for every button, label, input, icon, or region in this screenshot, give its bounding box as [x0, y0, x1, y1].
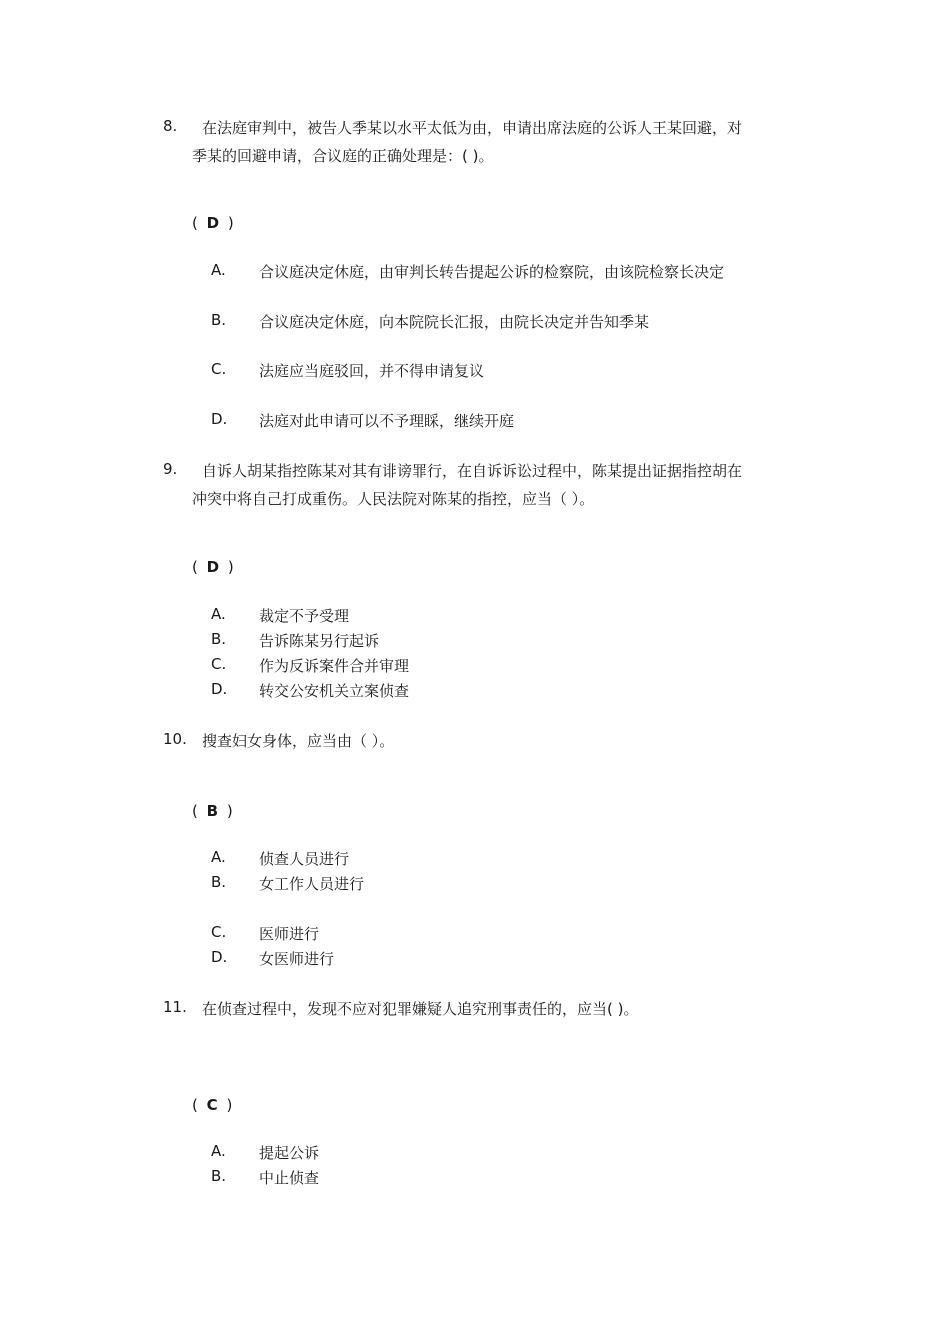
- question-9-text-line2: 冲突中将自己打成重伤。人民法院对陈某的指控，应当（ ）。: [192, 490, 595, 508]
- question-11-number: 11.: [163, 998, 187, 1016]
- question-10-text-line1: 搜查妇女身体，应当由（ ）。: [202, 732, 395, 750]
- q11-option-a-letter: A.: [211, 1142, 226, 1160]
- question-10-number: 10.: [163, 730, 187, 748]
- answer-close-paren: ): [226, 1096, 233, 1114]
- answer-close-paren: ): [226, 802, 233, 820]
- q10-option-c-letter: C.: [211, 923, 227, 941]
- q9-option-a-letter: A.: [211, 605, 226, 623]
- q8-option-c-letter: C.: [211, 360, 227, 378]
- answer-close-paren: ): [227, 558, 234, 576]
- question-8-text-line1: 在法庭审判中，被告人季某以水平太低为由，申请出席法庭的公诉人王某回避，对: [202, 119, 743, 137]
- q11-option-a-text: 提起公诉: [259, 1144, 320, 1162]
- q10-option-b-letter: B.: [211, 873, 227, 891]
- question-8-text-line2: 季某的回避申请，合议庭的正确处理是：( )。: [192, 147, 494, 165]
- question-11-answer-letter: C: [206, 1096, 218, 1114]
- question-8-number: 8.: [163, 117, 178, 135]
- q10-option-a-text: 侦查人员进行: [259, 850, 350, 868]
- question-8-answer: [192, 214, 234, 232]
- q8-option-a-text: 合议庭决定休庭，由审判长转告提起公诉的检察院，由该院检察长决定: [259, 263, 725, 281]
- q8-option-c-text: 法庭应当庭驳回，并不得申请复议: [259, 362, 485, 380]
- question-11-text-line1: 在侦查过程中，发现不应对犯罪嫌疑人追究刑事责任的，应当( )。: [202, 1000, 639, 1018]
- question-9-answer-letter: D: [206, 558, 220, 576]
- q11-option-b-letter: B.: [211, 1167, 227, 1185]
- q9-option-b-letter: B.: [211, 630, 227, 648]
- q9-option-c-letter: C.: [211, 655, 227, 673]
- answer-open-paren: (: [192, 802, 198, 820]
- question-8-answer-letter: D: [206, 214, 220, 232]
- q8-option-a-letter: A.: [211, 261, 226, 279]
- question-9-number: 9.: [163, 460, 178, 478]
- q10-option-d-letter: D.: [211, 948, 228, 966]
- question-10-answer-letter: B: [206, 802, 219, 820]
- q9-option-d-letter: D.: [211, 680, 228, 698]
- q10-option-a-letter: A.: [211, 848, 226, 866]
- answer-open-paren: (: [192, 558, 198, 576]
- answer-open-paren: (: [192, 1096, 198, 1114]
- q10-option-d-text: 女医师进行: [259, 950, 335, 968]
- question-9-answer: [192, 558, 234, 576]
- q9-option-d-text: 转交公安机关立案侦查: [259, 682, 410, 700]
- answer-open-paren: (: [192, 214, 198, 232]
- q9-option-a-text: 裁定不予受理: [259, 607, 350, 625]
- q8-option-d-text: 法庭对此申请可以不予理睬，继续开庭: [259, 412, 515, 430]
- q8-option-b-letter: B.: [211, 311, 227, 329]
- answer-close-paren: ): [227, 214, 234, 232]
- q9-option-b-text: 告诉陈某另行起诉: [259, 632, 380, 650]
- q8-option-b-text: 合议庭决定休庭，向本院院长汇报，由院长决定并告知季某: [259, 313, 650, 331]
- question-11-answer: [192, 1096, 232, 1114]
- question-9-text-line1: 自诉人胡某指控陈某对其有诽谤罪行，在自诉诉讼过程中，陈某提出证据指控胡在: [202, 462, 743, 480]
- question-10-answer: [192, 802, 233, 820]
- q8-option-d-letter: D.: [211, 410, 228, 428]
- q9-option-c-text: 作为反诉案件合并审理: [259, 657, 410, 675]
- q11-option-b-text: 中止侦查: [259, 1169, 320, 1187]
- q10-option-c-text: 医师进行: [259, 925, 320, 943]
- q10-option-b-text: 女工作人员进行: [259, 875, 365, 893]
